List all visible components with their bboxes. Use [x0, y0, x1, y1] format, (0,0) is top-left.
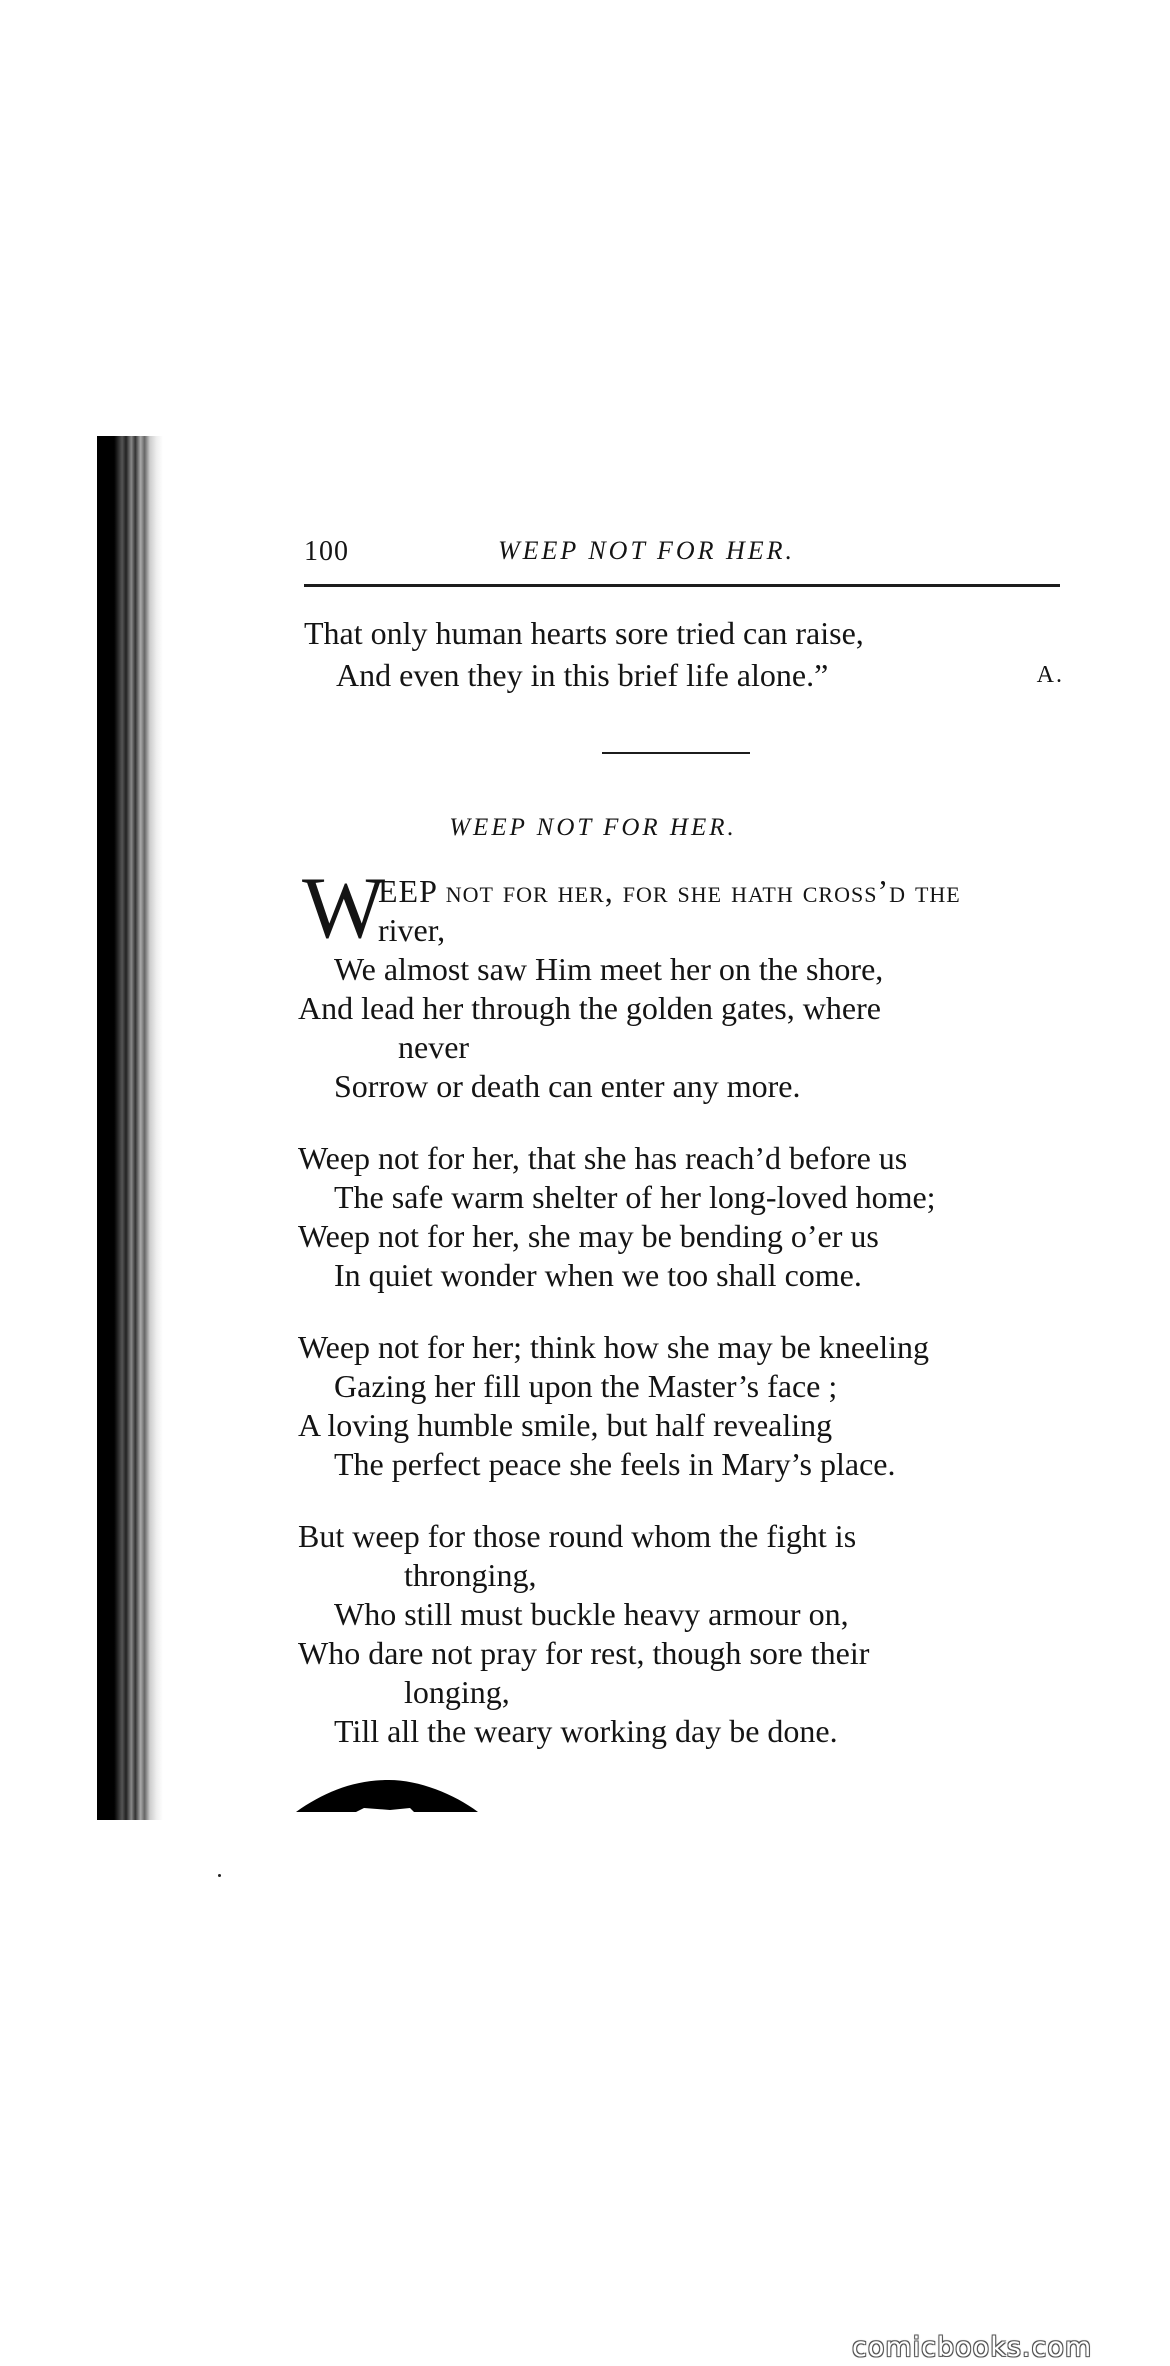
- verse-line: A loving humble smile, but half revealing: [298, 1407, 833, 1443]
- author-attribution: A.: [1036, 662, 1064, 688]
- poem-title: WEEP NOT FOR HER.: [449, 814, 737, 841]
- ink-blot-decoration: [294, 1774, 480, 1814]
- verse-line: Weep not for her; think how she may be kneeling: [298, 1329, 930, 1365]
- first-line-text: EEP not for her, for she hath cross’d the: [378, 873, 961, 909]
- verse-line: longing,: [404, 1674, 510, 1710]
- verse-line: Gazing her fill upon the Master’s face ;: [334, 1368, 838, 1404]
- stray-ink-dot: [218, 1874, 221, 1877]
- stanza-2: [298, 1139, 1078, 1295]
- verse-line: Who dare not pray for rest, though sore their: [298, 1635, 870, 1671]
- verse-line: We almost saw Him meet her on the shore,: [334, 951, 884, 987]
- verse-line: river,: [378, 912, 446, 948]
- verse-line: But weep for those round whom the fight is: [298, 1518, 857, 1554]
- verse-line: The perfect peace she feels in Mary’s place.: [334, 1446, 896, 1482]
- running-head: [304, 536, 1064, 576]
- book-binding-edge: [97, 436, 163, 1820]
- verse-line: Weep not for her, that she has reach’d before us: [298, 1140, 908, 1176]
- verse-line: Who still must buckle heavy armour on,: [334, 1596, 849, 1632]
- verse-line: thronging,: [404, 1557, 537, 1593]
- stanza-3: [298, 1328, 1078, 1484]
- previous-poem-ending: [304, 612, 1064, 696]
- verse-line: The safe warm shelter of her long-loved home;: [334, 1179, 936, 1215]
- verse-line: Till all the weary working day be done.: [334, 1713, 838, 1749]
- verse-line: never: [398, 1029, 470, 1065]
- verse-line: That only human hearts sore tried can raise,: [304, 615, 864, 651]
- stanza-4: [298, 1517, 1078, 1751]
- section-separator-rule: [602, 752, 750, 754]
- site-watermark: comicbooks.com: [852, 2332, 1093, 2363]
- verse-line: In quiet wonder when we too shall come.: [334, 1257, 862, 1293]
- running-title: WEEP NOT FOR HER.: [498, 536, 796, 565]
- stanza-1: [298, 860, 1078, 1106]
- header-rule: [304, 584, 1060, 587]
- verse-line: Sorrow or death can enter any more.: [334, 1068, 801, 1104]
- verse-line: And even they in this brief life alone.”: [336, 657, 829, 693]
- verse-line: And lead her through the golden gates, where: [298, 990, 881, 1026]
- drop-cap: W: [302, 860, 386, 957]
- page-number: 100: [304, 536, 349, 567]
- poem-body: [298, 860, 1078, 1784]
- verse-line: Weep not for her, she may be bending o’er us: [298, 1218, 879, 1254]
